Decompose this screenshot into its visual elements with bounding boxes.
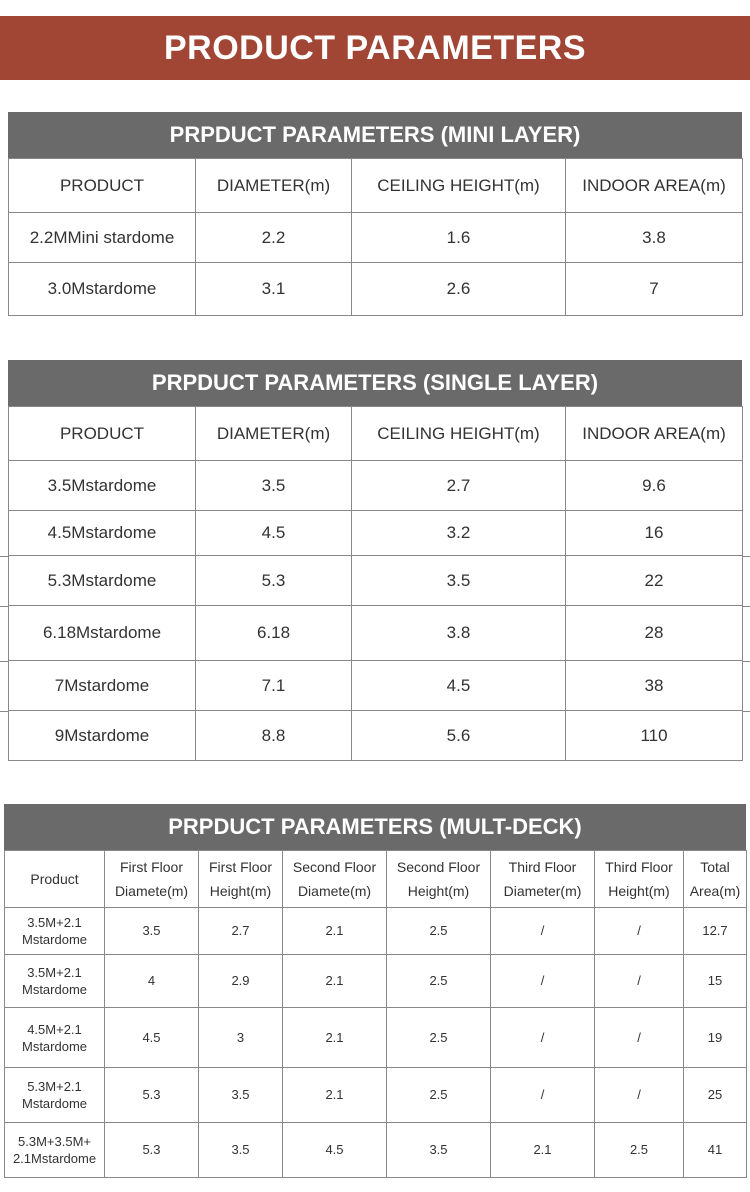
value-cell: 3.5 <box>387 1123 491 1178</box>
cell-text-line: Mstardome <box>21 1038 88 1054</box>
multi-deck-section <box>4 804 746 1178</box>
column-header <box>595 851 684 908</box>
value-cell: 41 <box>684 1123 747 1178</box>
table-row <box>5 955 747 1008</box>
table-row <box>5 1068 747 1123</box>
cell-text-line: Mstardome <box>21 1096 88 1111</box>
column-header <box>105 851 199 908</box>
value-cell: 4.5 <box>196 511 352 556</box>
cell-text-line: Mstardome <box>21 982 88 997</box>
value-cell: 9.6 <box>566 461 743 511</box>
value-cell: / <box>491 955 595 1008</box>
value-cell: 2.9 <box>199 955 283 1008</box>
cell-text-line: 3.5M+2.1 <box>27 915 82 930</box>
value-cell: 2.2 <box>196 213 352 263</box>
value-cell: / <box>491 908 595 955</box>
table-row <box>9 556 743 606</box>
cell-text-line: Height(m) <box>608 883 670 899</box>
product-cell: 2.2MMini stardome <box>9 213 196 263</box>
value-cell: 22 <box>566 556 743 606</box>
value-cell: 2.6 <box>352 263 566 316</box>
value-cell: 2.5 <box>387 955 491 1008</box>
value-cell: 1.6 <box>352 213 566 263</box>
value-cell: 28 <box>566 606 743 661</box>
cell-text-line: Diamete(m) <box>114 883 189 899</box>
column-header: PRODUCT <box>9 159 196 213</box>
multi-deck-title <box>4 804 746 850</box>
cell-text-line: Diameter(m) <box>503 883 582 899</box>
mini-layer-section <box>8 112 742 316</box>
column-header <box>199 851 283 908</box>
product-cell: 5.3Mstardome <box>9 556 196 606</box>
edge-line <box>0 556 8 557</box>
value-cell: / <box>595 908 684 955</box>
multi-deck-title-text: PRPDUCT PARAMETERS (MULT-DECK) <box>168 814 582 839</box>
cell-text-line: First Floor <box>120 859 183 875</box>
column-header: DIAMETER(m) <box>196 407 352 461</box>
product-cell: 3.0Mstardome <box>9 263 196 316</box>
cell-text-line: Third Floor <box>508 859 577 875</box>
value-cell: 2.1 <box>283 1008 387 1068</box>
value-cell: / <box>595 1068 684 1123</box>
table-row <box>5 908 747 955</box>
edge-line <box>0 606 8 607</box>
product-cell: 9Mstardome <box>9 711 196 761</box>
product-cell <box>5 1123 105 1178</box>
product-cell <box>5 908 105 955</box>
edge-line <box>0 661 8 662</box>
value-cell: / <box>595 1008 684 1068</box>
column-header <box>684 851 747 908</box>
value-cell: 2.7 <box>352 461 566 511</box>
table-row <box>5 1008 747 1068</box>
value-cell: 2.7 <box>199 908 283 955</box>
product-cell <box>5 1008 105 1068</box>
value-cell: 3.5 <box>199 1123 283 1178</box>
column-header <box>491 851 595 908</box>
table-header-row <box>5 851 747 908</box>
value-cell: 3.5 <box>196 461 352 511</box>
value-cell: 2.1 <box>283 908 387 955</box>
product-cell: 7Mstardome <box>9 661 196 711</box>
column-header: INDOOR AREA(m) <box>566 159 743 213</box>
value-cell: / <box>491 1068 595 1123</box>
single-layer-title-text: PRPDUCT PARAMETERS (SINGLE LAYER) <box>151 370 599 395</box>
table-row <box>9 511 743 556</box>
column-header: CEILING HEIGHT(m) <box>352 159 566 213</box>
value-cell: 2.1 <box>283 955 387 1008</box>
column-header <box>283 851 387 908</box>
table-header-row <box>9 159 743 213</box>
value-cell: / <box>595 955 684 1008</box>
single-layer-title <box>8 360 742 406</box>
cell-text-line: Third Floor <box>605 859 673 875</box>
product-cell: 4.5Mstardome <box>9 511 196 556</box>
value-cell: 3.2 <box>352 511 566 556</box>
value-cell: 110 <box>566 711 743 761</box>
product-cell <box>5 1068 105 1123</box>
value-cell: 38 <box>566 661 743 711</box>
value-cell: 3.5 <box>199 1068 283 1123</box>
column-header: INDOOR AREA(m) <box>566 407 743 461</box>
value-cell: 7.1 <box>196 661 352 711</box>
edge-line <box>742 606 750 607</box>
value-cell: 3.8 <box>352 606 566 661</box>
table-row <box>9 263 743 316</box>
page-title: PRODUCT PARAMETERS <box>163 28 587 67</box>
value-cell: 2.1 <box>491 1123 595 1178</box>
value-cell: / <box>491 1008 595 1068</box>
cell-text-line: Mstardome <box>21 932 88 947</box>
table-row <box>9 213 743 263</box>
value-cell: 16 <box>566 511 743 556</box>
table-header-row <box>9 407 743 461</box>
cell-text-line: 3.5M+2.1 <box>27 965 82 980</box>
multi-deck-table <box>4 850 747 1178</box>
value-cell: 8.8 <box>196 711 352 761</box>
value-cell: 3 <box>199 1008 283 1068</box>
edge-line <box>742 661 750 662</box>
cell-text-line: 5.3M+2.1 <box>27 1079 82 1094</box>
value-cell: 2.1 <box>283 1068 387 1123</box>
value-cell: 5.3 <box>105 1068 199 1123</box>
edge-line <box>742 711 750 712</box>
single-layer-section <box>8 360 742 761</box>
table-row <box>5 1123 747 1178</box>
mini-layer-title-text: PRPDUCT PARAMETERS (MINI LAYER) <box>169 122 581 147</box>
cell-text-line: Product <box>30 871 79 887</box>
value-cell: 2.5 <box>387 1068 491 1123</box>
value-cell: 7 <box>566 263 743 316</box>
cell-text-line: Area(m) <box>689 883 741 899</box>
mini-layer-title <box>8 112 742 158</box>
value-cell: 3.5 <box>105 908 199 955</box>
value-cell: 4 <box>105 955 199 1008</box>
cell-text-line: Height(m) <box>209 883 272 899</box>
product-cell: 3.5Mstardome <box>9 461 196 511</box>
product-cell <box>5 955 105 1008</box>
table-row <box>9 711 743 761</box>
table-row <box>9 661 743 711</box>
product-cell: 6.18Mstardome <box>9 606 196 661</box>
table-row <box>9 606 743 661</box>
edge-line <box>742 556 750 557</box>
value-cell: 4.5 <box>283 1123 387 1178</box>
table-row <box>9 461 743 511</box>
value-cell: 4.5 <box>352 661 566 711</box>
cell-text-line: 4.5M+2.1 <box>27 1021 82 1037</box>
value-cell: 5.3 <box>196 556 352 606</box>
value-cell: 25 <box>684 1068 747 1123</box>
value-cell: 2.5 <box>387 908 491 955</box>
value-cell: 3.5 <box>352 556 566 606</box>
value-cell: 6.18 <box>196 606 352 661</box>
cell-text-line: 5.3M+3.5M+ <box>18 1134 91 1149</box>
column-header: DIAMETER(m) <box>196 159 352 213</box>
value-cell: 4.5 <box>105 1008 199 1068</box>
single-layer-table <box>8 406 743 761</box>
value-cell: 2.5 <box>595 1123 684 1178</box>
page-banner <box>0 16 750 80</box>
value-cell: 2.5 <box>387 1008 491 1068</box>
value-cell: 3.1 <box>196 263 352 316</box>
value-cell: 19 <box>684 1008 747 1068</box>
cell-text-line: Second Floor <box>396 859 481 875</box>
cell-text-line: Second Floor <box>292 859 377 875</box>
cell-text-line: Total <box>700 859 730 875</box>
value-cell: 5.6 <box>352 711 566 761</box>
value-cell: 3.8 <box>566 213 743 263</box>
value-cell: 12.7 <box>684 908 747 955</box>
cell-text-line: Diamete(m) <box>297 883 372 899</box>
cell-text-line: 2.1Mstardome <box>12 1151 97 1166</box>
column-header: CEILING HEIGHT(m) <box>352 407 566 461</box>
column-header: PRODUCT <box>9 407 196 461</box>
cell-text-line: Height(m) <box>407 883 470 899</box>
cell-text-line: First Floor <box>209 859 272 875</box>
value-cell: 15 <box>684 955 747 1008</box>
column-header <box>5 851 105 908</box>
edge-line <box>0 711 8 712</box>
mini-layer-table <box>8 158 743 316</box>
column-header <box>387 851 491 908</box>
value-cell: 5.3 <box>105 1123 199 1178</box>
